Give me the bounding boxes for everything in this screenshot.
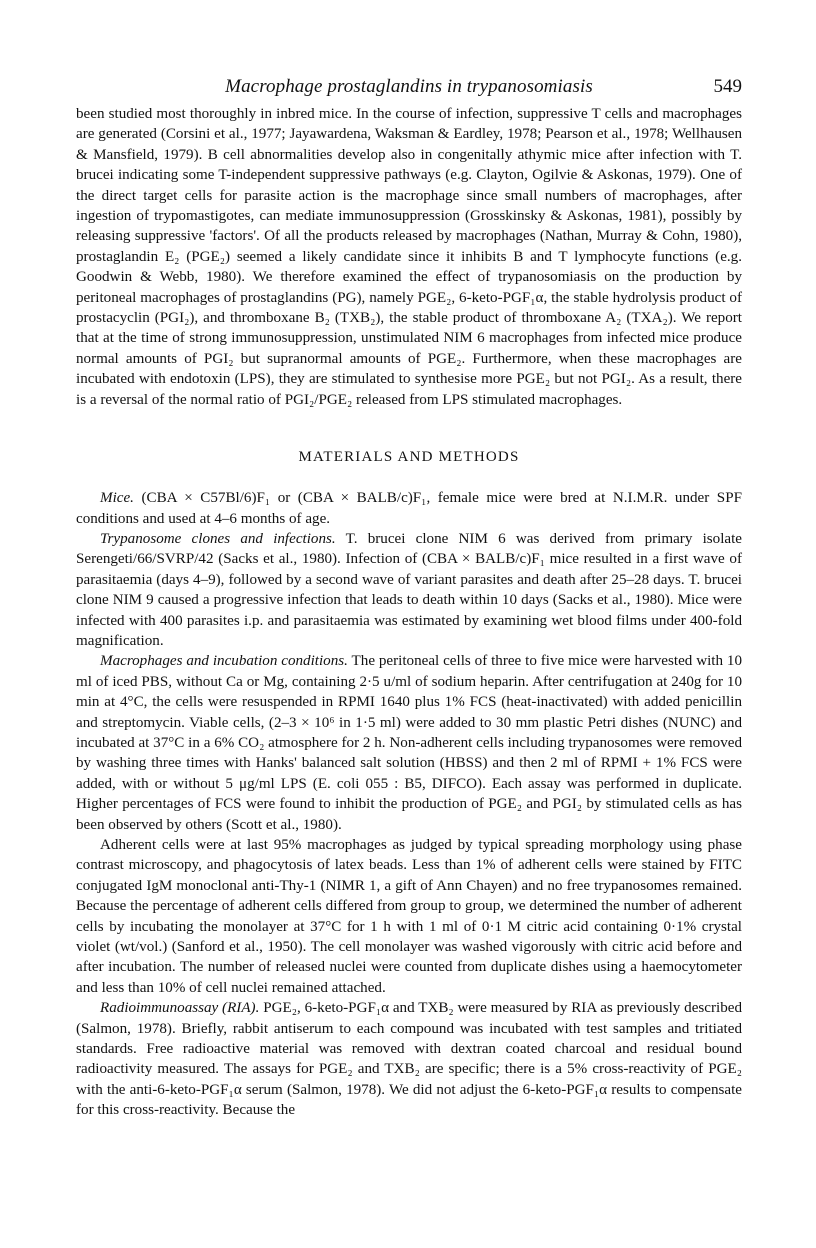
paragraph-text: T. brucei clone NIM 6 was derived from primary isolate Serengeti/66/SVRP/42 (Sacks et al., 1980). Infection of (CBA × BALB/c)F₁ mice resulted in a first wave of parasitaemia (days 4–9), followed by a second wave of variant parasites and death after 25–28 days. T. brucei clone NIM 9 caused a progressive infection that leads to death within 10 days (Sacks et al., 1980). Mice were infected with 400 parasites i.p. and parasitaemia was estimated by examining wet blood films under 400-fold magnification. bbox=[76, 530, 742, 649]
paragraph-macrophages bbox=[76, 651, 742, 835]
section-heading: MATERIALS AND METHODS bbox=[298, 449, 520, 466]
paragraph-title: Mice. bbox=[100, 490, 134, 507]
paragraph-text: Adherent cells were at last 95% macrophages as judged by typical spreading morphology using phase contrast microscopy, and phagocytosis of latex beads. Less than 1% of adherent cells were stained by FITC conjugated IgM monoclonal anti-Thy-1 (NIMR 1, a gift of Ann Chayen) and no free trypanosomes remained. Because the percentage of adherent cells differed from group to group, we determined the number of adherent cells by incubating the monolayer at 37°C for 1 h with 1 ml of 0·1 M citric acid containing 0·1% crystal violet (wt/vol.) (Sanford et al., 1950). The cell monolayer was washed vigorously with citric acid before and after incubation. The number of released nuclei were counted from duplicate dishes using a haemocytometer and less than 10% of cell nuclei remained attached. bbox=[76, 837, 742, 996]
page-number: 549 bbox=[713, 76, 742, 97]
running-title: Macrophage prostaglandins in trypanosomiasis bbox=[225, 76, 593, 97]
paragraph-text: The peritoneal cells of three to five mice were harvested with 10 ml of iced PBS, without Ca or Mg, containing 2·5 u/ml of sodium heparin. After centrifugation at 240g for 10 min at 4°C, the cells were resuspended in RPMI 1640 plus 1% FCS (heat-inactivated) with added penicillin and streptomycin. Viable cells, (2–3 × 10⁶ in 1·5 ml) were added to 30 mm plastic Petri dishes (NUNC) and incubated at 37°C in a 6% CO₂ atmosphere for 2 h. Non-adherent cells including trypanosomes were removed by washing three times with Hanks' balanced salt solution (HBSS) and then 2 ml of RPMI + 1% FCS were added, with or without 5 μg/ml LPS (E. coli 055 : B5, DIFCO). Each assay was performed in duplicate. Higher percentages of FCS were found to inhibit the production of PGE₂ and PGI₂ by stimulated cells as has been observed by others (Scott et al., 1980). bbox=[76, 653, 743, 833]
paragraph-adherent-cells bbox=[76, 835, 742, 998]
journal-page bbox=[76, 72, 742, 1121]
paragraph-text: (CBA × C57Bl/6)F₁ or (CBA × BALB/c)F₁, female mice were bred at N.I.M.R. under SPF conditions and used at 4–6 months of age. bbox=[76, 490, 742, 527]
paragraph-trypanosome-clones bbox=[76, 529, 742, 651]
running-header bbox=[76, 72, 742, 104]
intro-paragraph: been studied most thoroughly in inbred mice. In the course of infection, suppressive T cells and macrophages are generated (Corsini et al., 1977; Jayawardena, Waksman & Eardley, 1978; Pearson et al., 1978; Wellhausen & Mansfield, 1979). B cell abnormalities develop also in congenitally athymic mice after infection with T. brucei indicating some T-independent suppressive pathways (e.g. Clayton, Ogilvie & Askonas, 1979). One of the direct target cells for parasite action is the macrophage since small numbers of macrophages, after ingestion of trypomastigotes, can mediate immunosuppression (Grosskinsky & Askonas, 1981), possibly by releasing suppressive 'factors'. Of all the products released by macrophages (Nathan, Murray & Cohn, 1980), prostaglandin E₂ (PGE₂) seemed a likely candidate since it inhibits B and T lymphocyte functions (e.g. Goodwin & Webb, 1980). We therefore examined the effect of trypanosomiasis on the production by peritoneal macrophages of prostaglandins (PG), namely PGE₂, 6-keto-PGF₁α, the stable hydrolysis product of prostacyclin (PGI₂), and thromboxane B₂ (TXB₂), the stable product of thromboxane A₂ (TXA₂). We report that at the time of strong immunosuppression, unstimulated NIM 6 macrophages from infected mice produce normal amounts of PGI₂ but supranormal amounts of PGE₂. Furthermore, when these macrophages are incubated with endotoxin (LPS), they are stimulated to synthesise more PGE₂ but not PGI₂. As a result, there is a reversal of the normal ratio of PGI₂/PGE₂ released from LPS stimulated macrophages. bbox=[76, 106, 742, 408]
paragraph-mice bbox=[76, 488, 742, 529]
paragraph-radioimmunoassay bbox=[76, 998, 742, 1120]
paragraph-text: PGE₂, 6-keto-PGF₁α and TXB₂ were measured by RIA as previously described (Salmon, 1978). Briefly, rabbit antiserum to each compound was incubated with test samples and tritiated standards. Free radioactive material was removed with dextran coated charcoal and residual bound radioactivity measured. The assays for PGE₂ and TXB₂ are specific; there is a 5% cross-reactivity of PGE₂ with the anti-6-keto-PGF₁α serum (Salmon, 1978). We did not adjust the 6-keto-PGF₁α results to compensate for this cross-reactivity. Because the bbox=[76, 1000, 743, 1119]
paragraph-title: Macrophages and incubation conditions. bbox=[100, 653, 348, 670]
paragraph-title: Radioimmunoassay (RIA). bbox=[100, 1000, 260, 1017]
paragraph-title: Trypanosome clones and infections. bbox=[100, 530, 336, 547]
